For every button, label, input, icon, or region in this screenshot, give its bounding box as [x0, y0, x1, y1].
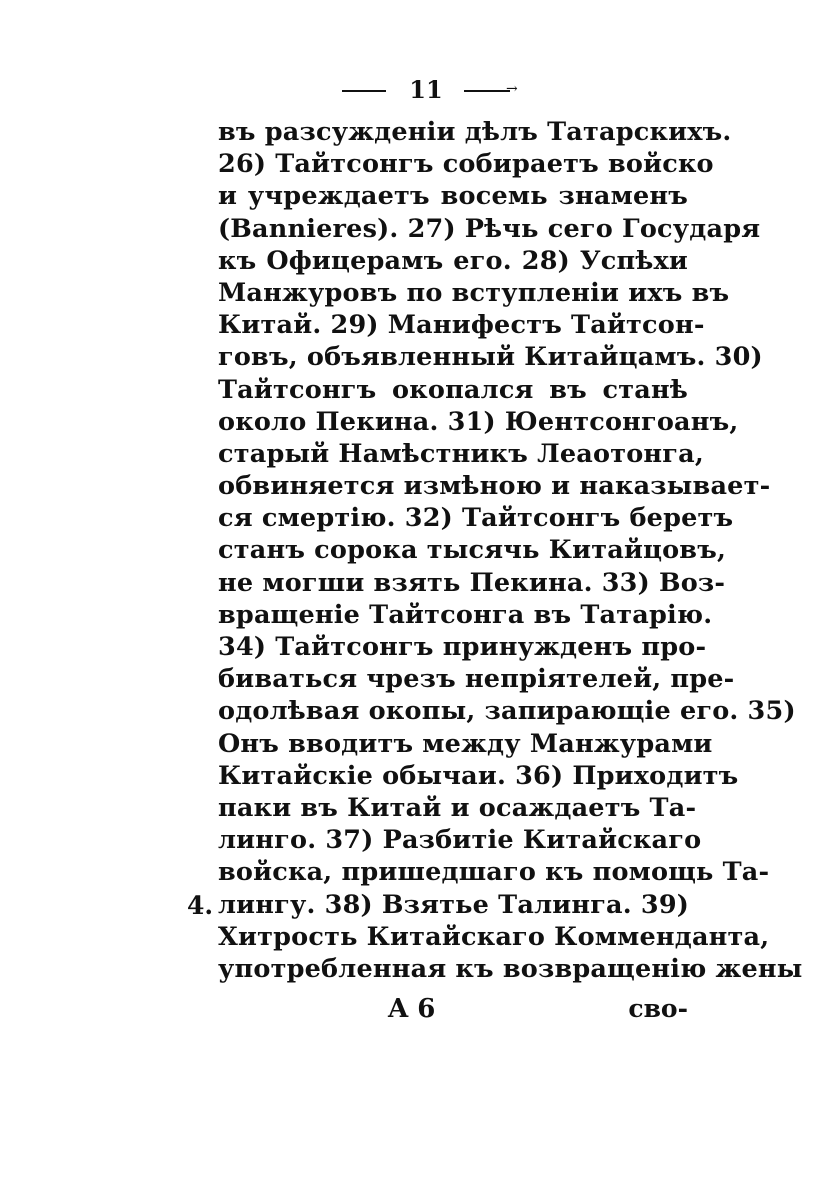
text-line: вращеніе Тайтсонга въ Татарію. — [218, 599, 713, 630]
page-number: 11 — [409, 75, 443, 104]
text-line: Манжуровъ по вступленіи ихъ въ — [218, 277, 730, 308]
text-line: употребленная къ возвращенію жены — [218, 953, 803, 984]
catchword: сво- — [628, 994, 688, 1023]
text-line: (Bannieres). 27) Рѣчь сего Государя — [218, 213, 761, 244]
body-text — [218, 116, 803, 985]
page-header — [336, 76, 516, 104]
text-line: паки въ Китай и осаждаетъ Та- — [218, 792, 697, 823]
text-line: и учреждаетъ восемь знаменъ — [218, 181, 688, 212]
text-line: къ Офицерамъ его. 28) Успѣхи — [218, 245, 688, 276]
text-line: станъ сорока тысячь Китайцовъ, — [218, 535, 727, 566]
text-line: Хитрость Китайскаго Коммендантa, — [218, 921, 770, 952]
text-line: 26) Тайтсонгъ собираетъ войско — [218, 149, 714, 180]
text-line: не могши взять Пекина. 33) Воз- — [218, 567, 726, 598]
text-line: Онъ вводитъ между Манжурами — [218, 728, 713, 759]
text-line: ся смертію. 32) Тайтсонгъ беретъ — [218, 503, 734, 534]
text-line: старый Намѣстникъ Леаотонга, — [218, 438, 704, 469]
text-line: войска, пришедшаго къ помощь Та- — [218, 857, 770, 888]
page-footer — [218, 992, 688, 1026]
margin-note: 4. — [187, 891, 214, 920]
header-ornament: → — [506, 81, 518, 97]
signature-mark: A 6 — [388, 994, 436, 1024]
text-line: лингу. 38) Взятье Талинга. 39) — [218, 889, 690, 920]
text-line: биваться чрезъ непріятелей, пре- — [218, 664, 735, 695]
text-line: одолѣвая окопы, запирающіе его. 35) — [218, 696, 796, 727]
text-line: Тайтсонгъ окопался въ станѣ — [218, 374, 688, 405]
text-line: Китайскіе обычаи. 36) Приходитъ — [218, 760, 739, 791]
text-line: около Пекина. 31) Юентсонгоанъ, — [218, 406, 739, 437]
header-rule-right — [464, 90, 510, 92]
text-line: Китай. 29) Манифестъ Тайтсон- — [218, 310, 705, 341]
text-line: обвиняется измѣною и наказывает- — [218, 471, 771, 502]
text-line: 34) Тайтсонгъ принужденъ про- — [218, 632, 707, 662]
text-line: говъ, объявленный Китайцамъ. 30) — [218, 342, 763, 373]
text-line: въ разсужденіи дѣлъ Татарскихъ. — [218, 117, 732, 147]
text-line: линго. 37) Разбитіе Китайскаго — [218, 825, 702, 856]
